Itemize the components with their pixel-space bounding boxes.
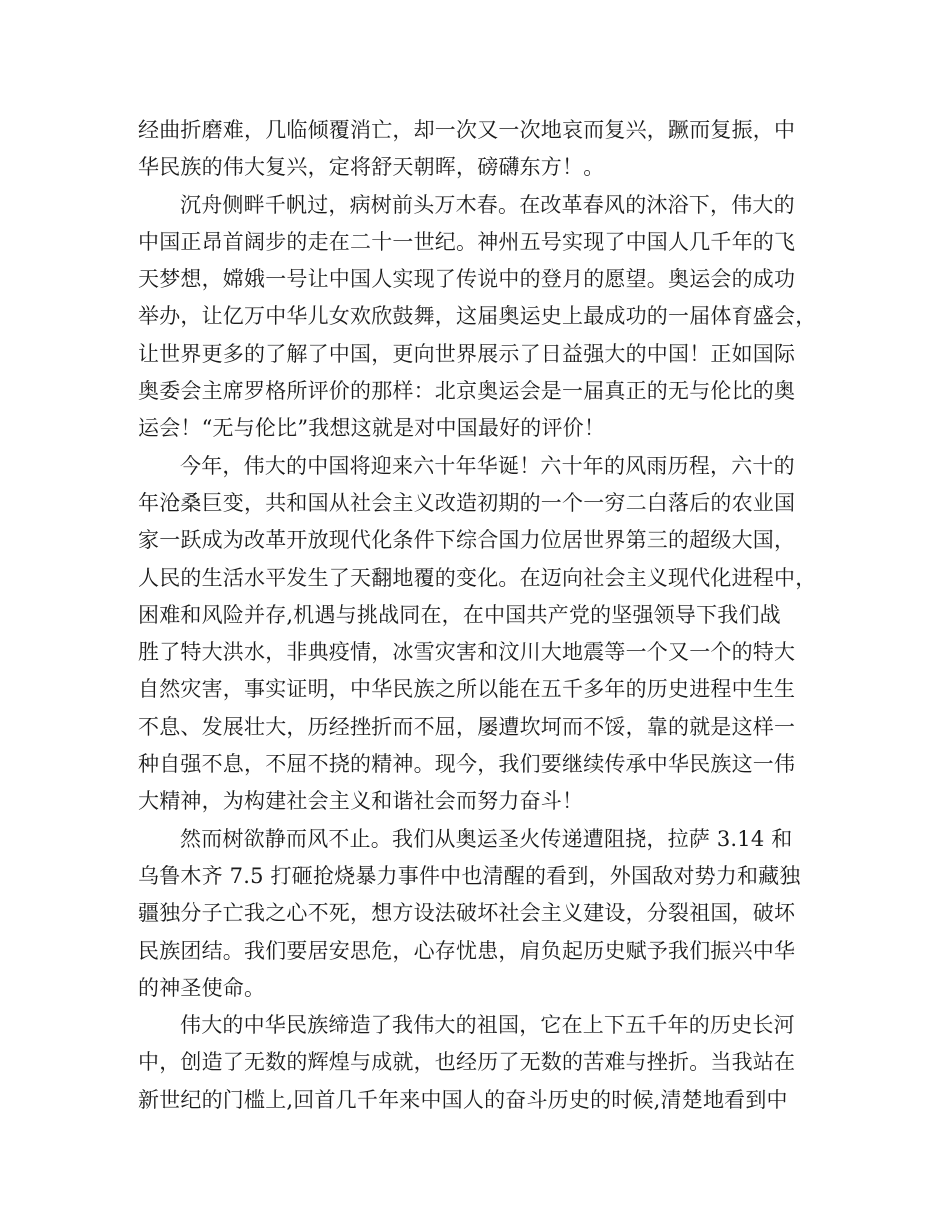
text-line: 中，创造了无数的辉煌与成就，也经历了无数的苦难与挫折。当我站在 xyxy=(138,1050,796,1075)
text-line: 经曲折磨难，几临倾覆消亡，却一次又一次地哀而复兴，蹶而复振，中 xyxy=(138,118,796,142)
text-line: 伟大的中华民族缔造了我伟大的祖国，它在上下五千年的历史长河 xyxy=(180,1013,795,1038)
text-line: 大精神，为构建社会主义和谐社会而努力奋斗！ xyxy=(138,789,584,814)
text-line: 胜了特大洪水，非典疫情，冰雪灾害和汶川大地震等一个又一个的特大 xyxy=(138,640,796,665)
text-line: 天梦想，嫦娥一号让中国人实现了传说中的登月的愿望。奥运会的成功 xyxy=(138,267,796,292)
text-line: 沉舟侧畔千帆过，病树前头万木春。在改革春风的沐浴下，伟大的 xyxy=(180,192,795,217)
text-line: 种自强不息，不屈不挠的精神。现今，我们要继续传承中华民族这一伟 xyxy=(138,752,796,777)
text-line: 今年，伟大的中国将迎来六十年华诞！六十年的风雨历程，六十的 xyxy=(180,453,795,478)
text-line: 新世纪的门槛上,回首几千年来中国人的奋斗历史的时候,清楚地看到中 xyxy=(138,1087,788,1112)
text-line: 民族团结。我们要居安思危，心存忧患，肩负起历史赋予我们振兴中华 xyxy=(138,938,796,963)
text-line: 让世界更多的了解了中国，更向世界展示了日益强大的中国！正如国际 xyxy=(138,341,796,366)
body-text xyxy=(138,112,824,1119)
text-line: 自然灾害，事实证明，中华民族之所以能在五千多年的历史进程中生生 xyxy=(138,677,796,702)
paragraph xyxy=(138,112,824,187)
text-line: 乌鲁木齐 7.5 打砸抢烧暴力事件中也清醒的看到，外国敌对势力和藏独 xyxy=(138,863,801,888)
text-line: 然而树欲静而风不止。我们从奥运圣火传递遭阻挠，拉萨 3.14 和 xyxy=(180,826,793,851)
text-line: 不息、发展壮大，历经挫折而不屈，屡遭坎坷而不馁，靠的就是这样一 xyxy=(138,714,796,739)
text-line: 疆独分子亡我之心不死，想方设法破坏社会主义建设，分裂祖国，破坏 xyxy=(138,901,796,926)
paragraph xyxy=(138,1007,824,1119)
text-line: 运会！“无与伦比”我想这就是对中国最好的评价！ xyxy=(138,416,606,441)
text-line: 中国正昂首阔步的走在二十一世纪。神州五号实现了中国人几千年的飞 xyxy=(138,229,796,254)
text-line: 举办，让亿万中华儿女欢欣鼓舞，这届奥运史上最成功的一届体育盛会， xyxy=(138,304,817,329)
text-line: 家一跃成为改革开放现代化条件下综合国力位居世界第三的超级大国， xyxy=(138,528,796,553)
text-line: 奥委会主席罗格所评价的那样：北京奥运会是一届真正的无与伦比的奥 xyxy=(138,379,796,404)
paragraph xyxy=(138,821,824,1007)
text-line: 华民族的伟大复兴，定将舒天朝晖，磅礴东方！。 xyxy=(138,155,605,180)
text-line: 年沧桑巨变，共和国从社会主义改造初期的一个一穷二白落后的农业国 xyxy=(138,490,796,515)
paragraph xyxy=(138,187,824,448)
text-line: 人民的生活水平发生了天翻地覆的变化。在迈向社会主义现代化进程中， xyxy=(138,565,817,590)
text-line: 困难和风险并存,机遇与挑战同在，在中国共产党的坚强领导下我们战 xyxy=(138,602,781,627)
text-line: 的神圣使命。 xyxy=(138,975,266,1000)
paragraph xyxy=(138,448,824,821)
